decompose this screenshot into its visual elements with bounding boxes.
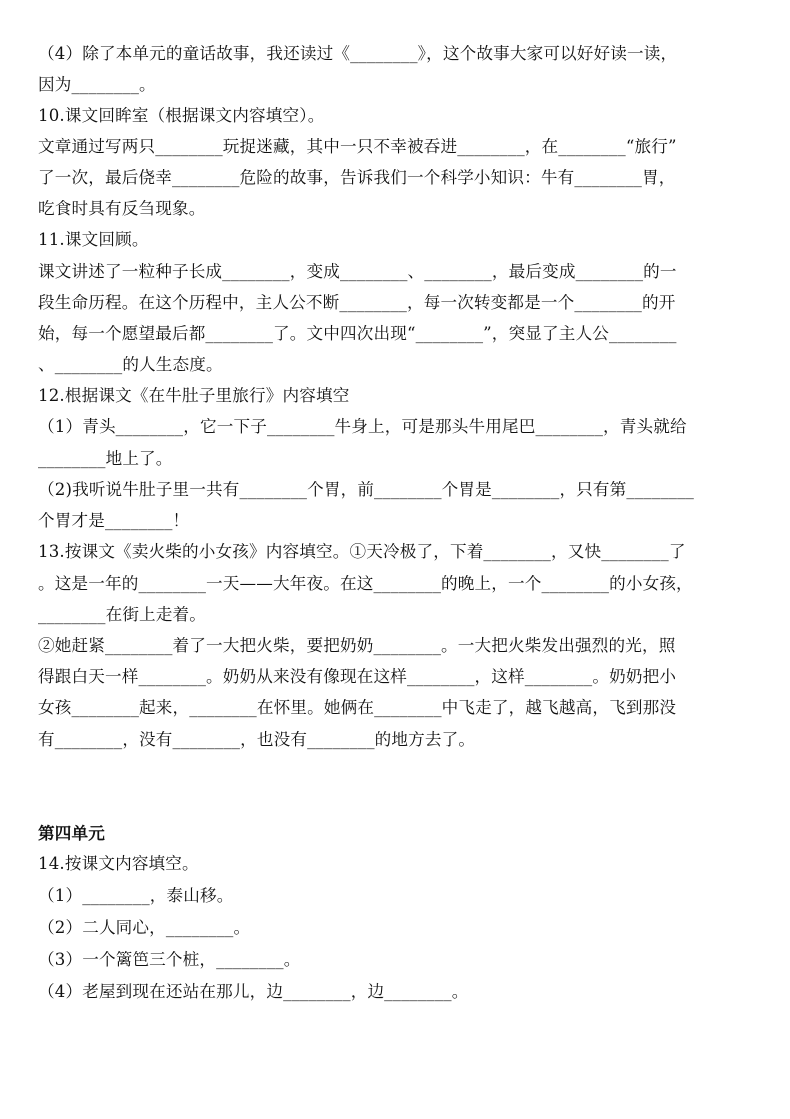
text-line-5: 了一次，最后侥幸________危险的故事，告诉我们一个科学小知识：牛有________胃， <box>38 168 676 187</box>
text-line-9: 段生命历程。在这个历程中，主人公不断________，每一次转变都是一个________的开 <box>38 293 676 312</box>
text-line-10: 始，每一个愿望最后都________了。文中四次出现“________”，突显了主人公________ <box>38 324 677 343</box>
text-line-1: （4）除了本单元的童话故事，我还读过《________》，这个故事大家可以好好读一读， <box>38 44 678 63</box>
text-line-14: ________地上了。 <box>38 449 173 468</box>
text-line-23: 有________，没有________，也没有________的地方去了。 <box>38 730 476 749</box>
question-11-heading: 11.课文回顾。 <box>38 230 149 249</box>
text-line-22: 女孩________起来，________在怀里。她俩在________中飞走了，越飞越高，飞到那没 <box>38 698 677 717</box>
text-line-6: 吃食时具有反刍现象。 <box>38 199 206 218</box>
q14-item-2: （2）二人同心，________。 <box>38 918 251 937</box>
text-line-18: 。这是一年的________一天——大年夜。在这________的晚上，一个________的小女孩， <box>38 574 693 593</box>
text-line-15: （2)我听说牛肚子里一共有________个胃，前________个胃是________，只有第________ <box>38 480 694 499</box>
question-10-heading: 10.课文回眸室（根据课文内容填空）。 <box>38 106 325 125</box>
unit-heading: 第四单元 <box>38 823 105 843</box>
text-line-20: ②她赶紧________着了一大把火柴，要把奶奶________。一大把火柴发出强烈的光，照 <box>38 636 676 655</box>
text-line-4: 文章通过写两只________玩捉迷藏，其中一只不幸被吞进________，在________“旅行” <box>38 137 677 156</box>
q14-item-3: （3）一个篱笆三个桩，________。 <box>38 950 301 969</box>
q14-item-4: （4）老屋到现在还站在那儿，边________，边________。 <box>38 982 469 1001</box>
question-14-heading: 14.按课文内容填空。 <box>38 854 199 873</box>
question-13-heading: 13.按课文《卖火柴的小女孩》内容填空。①天冷极了，下着________，又快________了 <box>38 542 686 561</box>
text-line-8: 课文讲述了一粒种子长成________，变成________、________，最后变成________的一 <box>38 262 677 281</box>
text-line-16: 个胃才是________！ <box>38 511 190 530</box>
text-line-21: 得跟白天一样________。奶奶从来没有像现在这样________，这样________。奶奶把小 <box>38 667 677 686</box>
text-line-2: 因为________。 <box>38 75 156 94</box>
text-line-11: 、________的人生态度。 <box>38 355 223 374</box>
text-line-19: ________在街上走着。 <box>38 605 207 624</box>
question-12-heading: 12.根据课文《在牛肚子里旅行》内容填空 <box>38 386 350 405</box>
q14-item-1: （1）________，泰山移。 <box>38 886 234 905</box>
text-line-13: （1）青头________，它一下子________牛身上，可是那头牛用尾巴________，青头就给 <box>38 417 687 436</box>
